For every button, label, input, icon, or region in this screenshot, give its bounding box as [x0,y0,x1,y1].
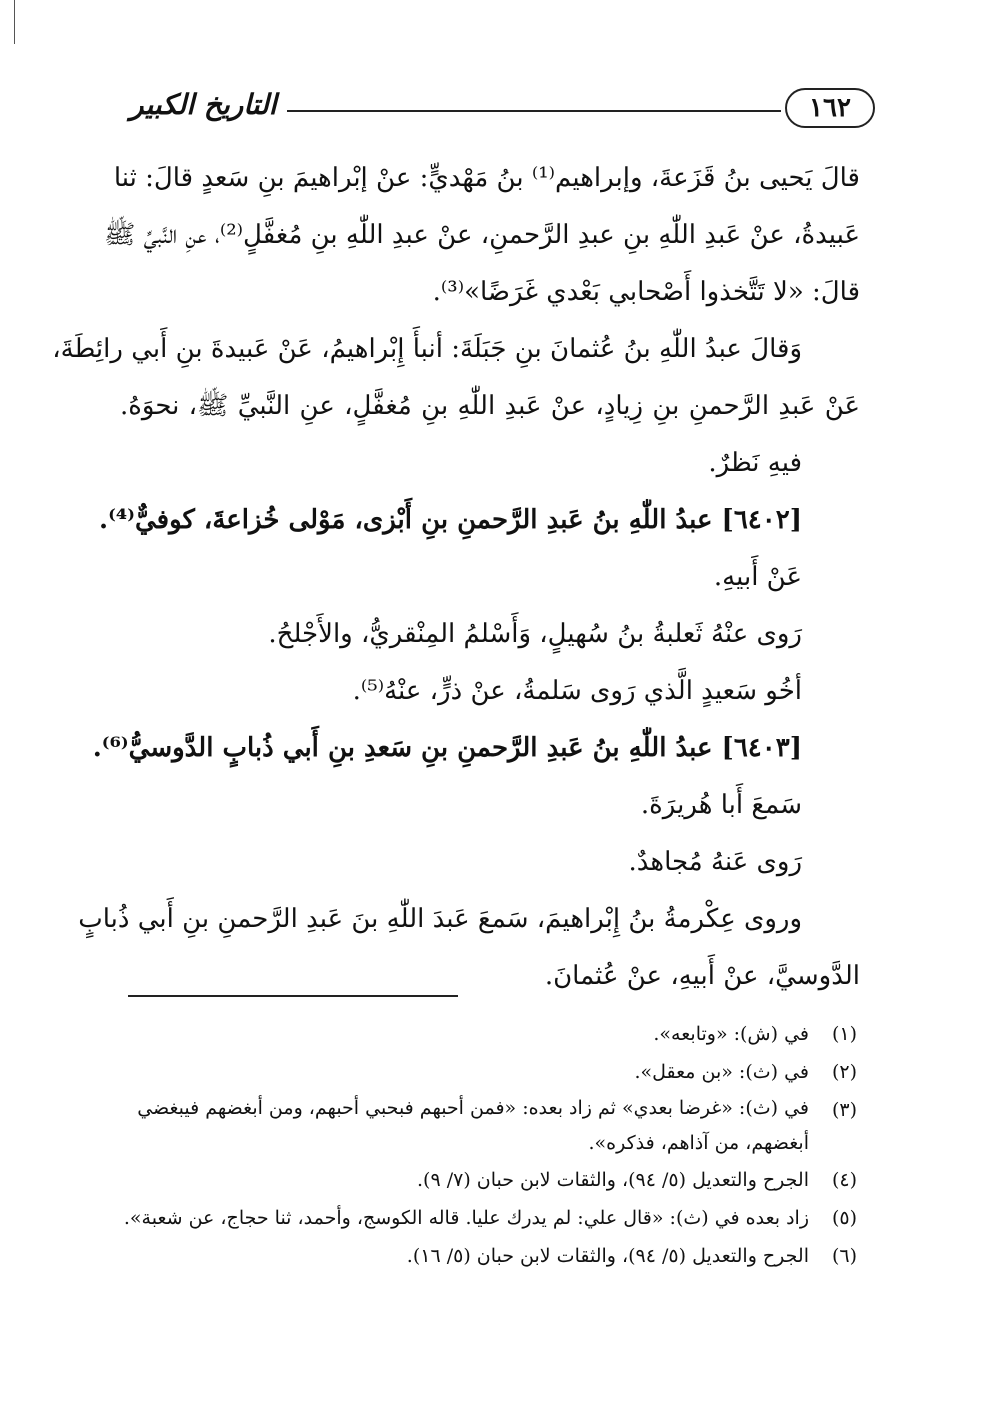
entry-heading-6403: [٦٤٠٣] عبدُ اللّٰهِ بنُ عَبدِ الرَّحمنِ بنِ سَعدِ بنِ أَبي ذُبابٍ الدَّوسيُّ⁽⁶⁾. [92,733,802,763]
footnote [123,1199,857,1237]
page-number-badge [785,88,875,128]
text-line: قالَ يَحيى بنُ قَزَعةَ، وإبراهيم⁽¹⁾ بنُ مَهْديٍّ: عنْ إبْراهيمَ بنِ سَعدٍ قالَ: ثنا [113,163,860,193]
text-line: عَنْ عَبدِ الرَّحمنِ بنِ زِيادٍ، عنْ عَبدِ اللّٰهِ بنِ مُغفَّلٍ، عنِ النَّبيِّ ﷺ، نحوَهُ. [120,391,860,421]
footnote-text: زاد بعده في (ث): «قال علي: لم يدرك عليا. قاله الكوسج، وأحمد، ثنا حجاج، عن شعبة». [123,1207,809,1229]
entry-heading-6402: [٦٤٠٢] عبدُ اللّٰهِ بنُ عَبدِ الرَّحمنِ بنِ أَبْزى، مَوْلى خُزاعةَ، كوفيٌّ⁽⁴⁾. [99,505,802,535]
footnote-text: في (ث): «بن معقل». [634,1061,809,1083]
footnotes [123,1015,857,1275]
footnote-text: في (ش): «وتابعه». [653,1023,809,1045]
text-line: أخُو سَعيدٍ الَّذي رَوى سَلمةُ، عنْ ذرٍّ، عنْهُ⁽⁵⁾. [352,676,802,706]
footnote [128,1161,857,1199]
footnote [128,1015,857,1053]
text-line: عَنْ أَبيهِ. [713,562,802,592]
footnote [128,1091,857,1161]
text-line: الدَّوسيَّ، عنْ أَبيهِ، عنْ عُثمانَ. [544,961,860,991]
footnote-number: (٤) [831,1169,857,1191]
footnote-number: (١) [831,1023,857,1045]
footnote-number: (٣) [831,1099,857,1121]
footnote-number: (٥) [831,1207,857,1229]
book-title: التاريخ الكبير [120,88,287,121]
text-line: رَوى عَنهُ مُجاهدٌ. [628,847,802,877]
text-line: وروى عِكْرمةُ بنُ إِبْراهيمَ، سَمعَ عَبدَ اللّٰهِ بنَ عَبدِ الرَّحمنِ بنِ أَبي ذُبابٍ [78,904,802,934]
footnote-text: الجرح والتعديل (٥/ ٩٤)، والثقات لابن حبان (٥/ ١٦). [406,1245,809,1267]
footnote [128,1053,857,1091]
footnote [128,1237,857,1275]
footnote-text: في (ث): «غرضا بعدي» ثم زاد بعده: «فمن أحبهم فبحبي أحبهم، ومن أبغضهم فيبغضي أبغضهم، من آذاهم، فذكره». [137,1097,809,1154]
text-line: سَمعَ أَبا هُريرَةَ. [640,790,802,820]
footnote-number: (٢) [831,1061,857,1083]
hadith-line: قالَ: «لا تَتَّخذوا أَصْحابي بَعْدي غَرَضًا»⁽³⁾. [432,277,860,307]
footnote-text: الجرح والتعديل (٥/ ٩٤)، والثقات لابن حبان (٧/ ٩). [417,1169,809,1191]
footnote-number: (٦) [831,1245,857,1267]
page-number: ١٦٢ [809,93,851,123]
page-header [130,88,875,132]
text-line: فيهِ نَظرٌ. [708,448,802,478]
text-line: عَبيدةُ، عنْ عَبدِ اللّٰهِ بنِ عبدِ الرَّحمنِ، عنْ عبدِ اللّٰهِ بنِ مُغفَّلٍ⁽²⁾، عنِ النَّبيِّ ﷺ [103,220,860,250]
text-line: وَقالَ عبدُ اللّٰهِ بنُ عُثمانَ بنِ جَبَلَةَ: أنبأَ إِبْراهيمُ، عَنْ عَبيدةَ بنِ أَبي رائِطَةَ، [52,334,802,364]
main-text [52,150,860,1005]
footnote-separator [128,995,458,997]
text-line: رَوى عنْهُ ثَعلبةُ بنُ سُهيلٍ، وَأَسْلمُ المِنْقريُّ، والأَجْلحُ. [268,619,802,649]
page-edge-line [14,0,15,44]
